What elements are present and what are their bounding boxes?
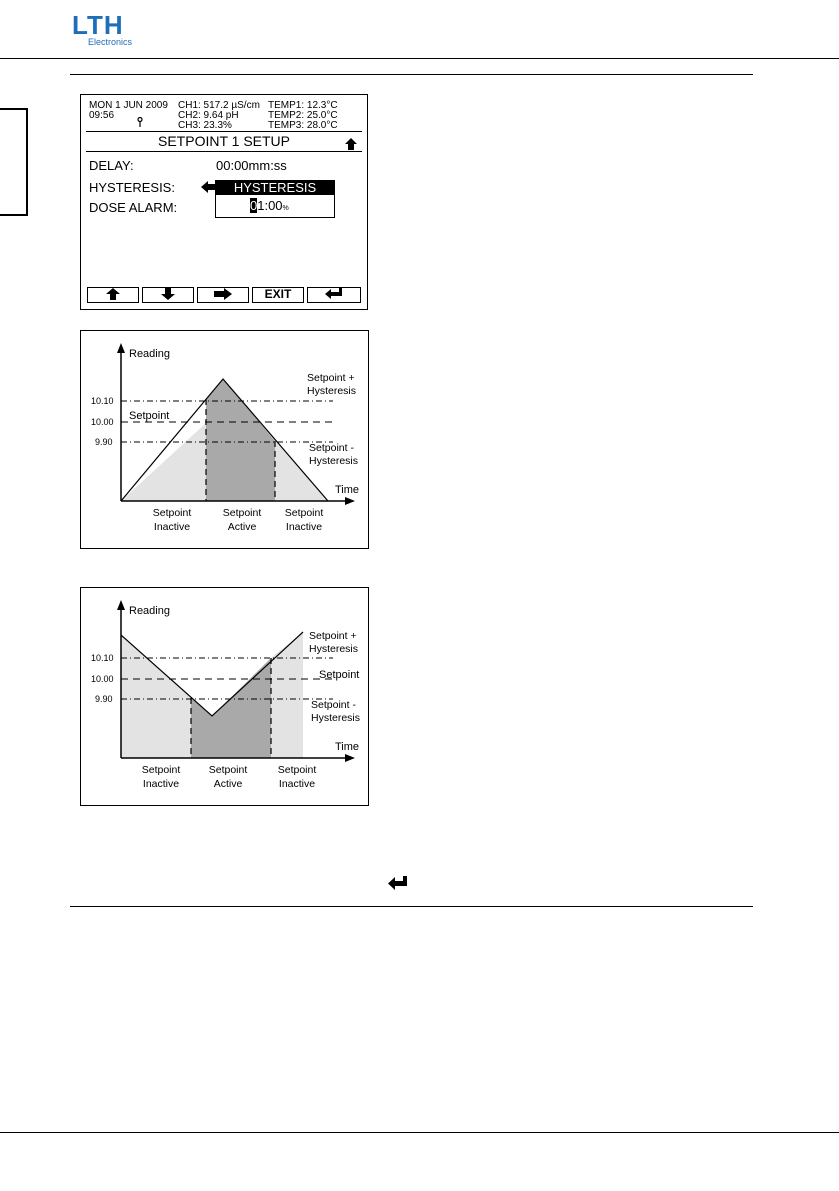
tick-setpoint: 10.00 bbox=[91, 417, 114, 427]
hysteresis-editor[interactable] bbox=[215, 180, 335, 218]
down-button[interactable] bbox=[142, 287, 194, 303]
key-icon bbox=[137, 117, 143, 127]
x-axis-arrow-icon bbox=[345, 754, 355, 762]
enter-button[interactable] bbox=[307, 287, 361, 303]
tick-upper: 10.10 bbox=[91, 653, 114, 663]
dose-alarm-label: DOSE ALARM: bbox=[89, 200, 178, 215]
lower-label-2: Hysteresis bbox=[309, 455, 359, 467]
upper-label-2: Hysteresis bbox=[309, 643, 359, 655]
lcd-temp2: TEMP2: 25.0°C bbox=[268, 110, 338, 121]
tick-setpoint: 10.00 bbox=[91, 674, 114, 684]
region-1-line-1: Setpoint bbox=[141, 764, 181, 776]
down-arrow-icon bbox=[161, 288, 175, 300]
enter-icon bbox=[388, 876, 408, 891]
content-bottom-rule bbox=[70, 906, 753, 907]
lcd-title: SETPOINT 1 SETUP bbox=[158, 133, 290, 149]
region-1-line-2: Inactive bbox=[142, 778, 180, 790]
region-1-line-1: Setpoint bbox=[152, 507, 192, 519]
region-2-line-2: Active bbox=[227, 521, 257, 533]
active-area bbox=[206, 379, 275, 501]
setpoint-line-label: Setpoint bbox=[319, 669, 360, 681]
logo-subtitle: Electronics bbox=[88, 37, 133, 47]
lcd-time: 09:56 bbox=[89, 110, 115, 121]
region-3-line-2: Inactive bbox=[285, 521, 323, 533]
right-button[interactable] bbox=[197, 287, 249, 303]
setpoint-line-label: Setpoint bbox=[129, 410, 170, 422]
hysteresis-diagram-rising bbox=[80, 330, 369, 549]
lcd-date: MON 1 JUN 2009 bbox=[89, 100, 168, 111]
hysteresis-diagram-falling bbox=[80, 587, 369, 806]
lower-label-1: Setpoint - bbox=[311, 699, 356, 711]
lcd-divider-top bbox=[86, 131, 362, 132]
y-axis-arrow-icon bbox=[117, 343, 125, 353]
x-axis-arrow-icon bbox=[345, 497, 355, 505]
hysteresis-label: HYSTERESIS: bbox=[89, 180, 175, 195]
y-axis-arrow-icon bbox=[117, 600, 125, 610]
region-3-line-1: Setpoint bbox=[284, 507, 324, 519]
region-2-line-1: Setpoint bbox=[222, 507, 262, 519]
inactive-area-right bbox=[271, 632, 303, 758]
edit-cursor: 0 bbox=[250, 198, 258, 213]
inactive-area-left bbox=[121, 423, 207, 501]
region-2-line-1: Setpoint bbox=[208, 764, 248, 776]
tick-lower: 9.90 bbox=[95, 694, 113, 704]
diagram-falling-svg bbox=[81, 588, 368, 805]
content-top-rule bbox=[70, 74, 753, 75]
upper-label-2: Hysteresis bbox=[307, 385, 357, 397]
enter-icon bbox=[325, 288, 343, 300]
lower-label-2: Hysteresis bbox=[311, 712, 361, 724]
x-axis-label: Time bbox=[335, 484, 360, 496]
logo-letters: LTH bbox=[72, 10, 124, 40]
lcd-ch1: CH1: 517.2 µS/cm bbox=[178, 100, 260, 111]
exit-button[interactable]: EXIT bbox=[252, 287, 304, 303]
header-rule bbox=[0, 58, 839, 59]
x-axis-label: Time bbox=[335, 741, 360, 753]
lcd-temp1: TEMP1: 12.3°C bbox=[268, 100, 338, 111]
hysteresis-value[interactable] bbox=[250, 199, 289, 216]
delay-value[interactable]: 00:00mm:ss bbox=[216, 158, 287, 173]
diagram-rising-svg bbox=[81, 331, 368, 548]
section-tab bbox=[0, 108, 28, 216]
lcd-ch3: CH3: 23.3% bbox=[178, 120, 232, 131]
region-2-line-2: Active bbox=[213, 778, 243, 790]
lcd-temp3: TEMP3: 28.0°C bbox=[268, 120, 338, 131]
upper-label-1: Setpoint + bbox=[309, 630, 357, 642]
lth-logo bbox=[72, 12, 138, 46]
y-axis-label: Reading bbox=[129, 348, 170, 360]
y-axis-label: Reading bbox=[129, 605, 170, 617]
up-arrow-icon bbox=[106, 288, 120, 300]
region-3-line-1: Setpoint bbox=[277, 764, 317, 776]
home-up-icon bbox=[345, 138, 357, 150]
lcd-ch2: CH2: 9.64 pH bbox=[178, 110, 239, 121]
up-button[interactable] bbox=[87, 287, 139, 303]
hysteresis-editor-header: HYSTERESIS bbox=[216, 181, 334, 195]
footer-rule bbox=[0, 1132, 839, 1133]
delay-label: DELAY: bbox=[89, 158, 134, 173]
hysteresis-unit: % bbox=[282, 205, 289, 212]
inactive-area-left bbox=[121, 635, 191, 758]
lower-label-1: Setpoint - bbox=[309, 442, 354, 454]
region-3-line-2: Inactive bbox=[278, 778, 316, 790]
tick-lower: 9.90 bbox=[95, 437, 113, 447]
lcd-screen bbox=[80, 94, 368, 310]
right-arrow-icon bbox=[214, 288, 232, 300]
hysteresis-value-rest: 1:00 bbox=[257, 198, 283, 213]
upper-label-1: Setpoint + bbox=[307, 372, 355, 384]
region-1-line-2: Inactive bbox=[153, 521, 191, 533]
lcd-divider-bottom bbox=[86, 151, 362, 152]
tick-upper: 10.10 bbox=[91, 396, 114, 406]
